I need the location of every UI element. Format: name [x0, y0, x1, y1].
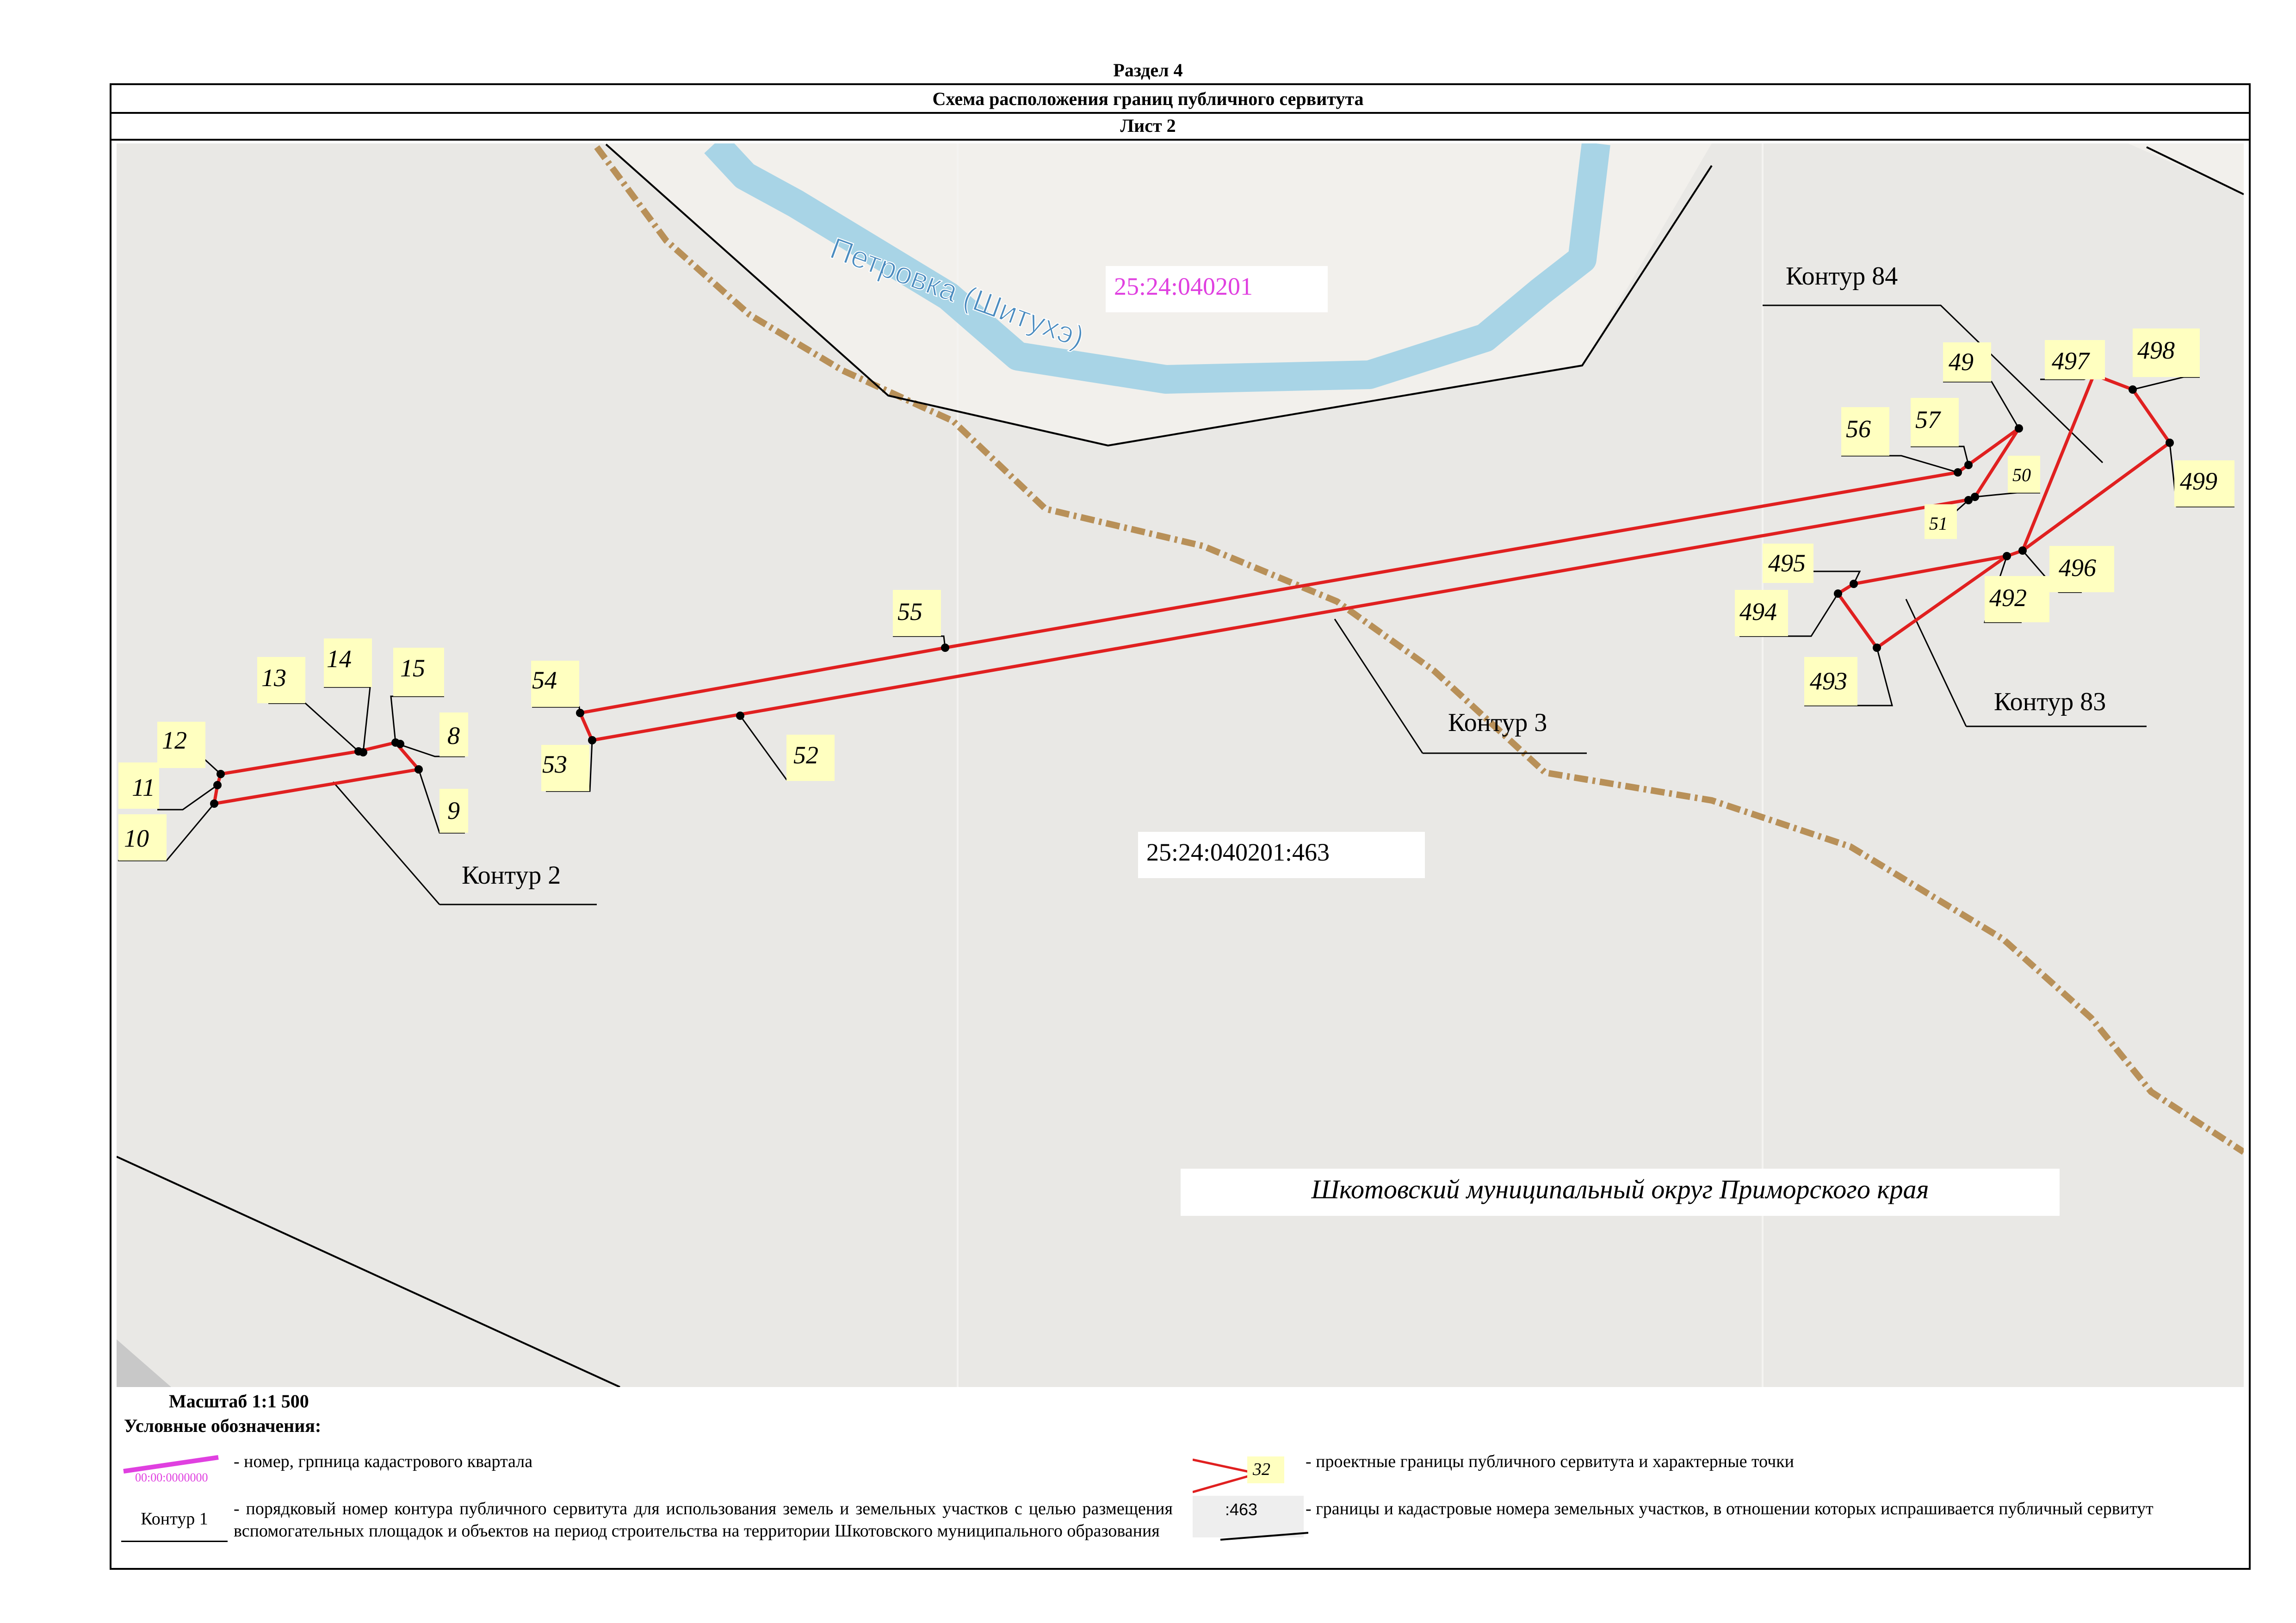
legend-contour-text: - порядковый номер контура публичного сервитута для использования земель и земельных участков с целью размещения вспомогательных площадок и объектов на период строительства на территории Шкотовского муниципального образования — [234, 1499, 1173, 1541]
servitude-boundary-sample — [1193, 1453, 1285, 1494]
section-title: Раздел 4 — [1113, 60, 1183, 81]
sheet-number: Лист 2 — [1120, 115, 1176, 136]
point-55: 55 — [897, 598, 922, 626]
quarter-number: 25:24:040201 — [1114, 273, 1253, 300]
point-54: 54 — [532, 666, 557, 694]
point-495: 495 — [1768, 549, 1806, 577]
point-10: 10 — [124, 824, 149, 852]
point-493: 493 — [1810, 667, 1847, 695]
svg-text::463: :463 — [1225, 1500, 1258, 1519]
point-14: 14 — [327, 645, 352, 673]
point-57: 57 — [1915, 406, 1940, 434]
divider — [110, 139, 2251, 141]
point-12: 12 — [162, 726, 187, 754]
point-13: 13 — [261, 664, 286, 692]
point-15: 15 — [400, 654, 425, 682]
point-51: 51 — [1929, 513, 1948, 534]
contour-sample: Контур 1 — [121, 1498, 228, 1542]
point-496: 496 — [2059, 554, 2096, 582]
point-11: 11 — [132, 774, 155, 801]
cadastral-map[interactable] — [117, 143, 2244, 1387]
river-name: Петровка (Шитухэ) — [826, 230, 1089, 354]
point-492: 492 — [1989, 584, 2027, 612]
point-499: 499 — [2180, 467, 2217, 495]
district-name: Шкотовский муниципальный округ Приморского края — [1311, 1174, 1929, 1204]
point-53: 53 — [542, 750, 567, 778]
parcel-sample — [1193, 1496, 1308, 1542]
svg-text:32: 32 — [1253, 1460, 1270, 1479]
point-50: 50 — [2012, 465, 2031, 485]
contour-83-label: Контур 83 — [1994, 688, 2106, 716]
legend-parcel-text: - границы и кадастровые номера земельных участков, в отношении которых испрашивается публичный сервитут — [1306, 1499, 2154, 1518]
parcel-number: 25:24:040201:463 — [1146, 838, 1330, 866]
point-497: 497 — [2052, 347, 2089, 375]
scheme-title: Схема расположения границ публичного сервитута — [932, 88, 1364, 109]
point-52: 52 — [793, 741, 818, 769]
divider — [110, 112, 2251, 114]
point-498: 498 — [2137, 336, 2175, 364]
scale-label: Масштаб 1:1 500 — [169, 1391, 309, 1412]
legend-servitude-text: - проектные границы публичного сервитута и характерные точки — [1306, 1452, 1795, 1471]
contour-3-label: Контур 3 — [1448, 708, 1547, 737]
legend-title: Условные обозначения: — [124, 1415, 322, 1436]
point-9: 9 — [447, 797, 460, 824]
point-49: 49 — [1949, 348, 1974, 376]
point-494: 494 — [1739, 598, 1777, 626]
point-8: 8 — [447, 722, 460, 750]
quarter-boundary-sample — [121, 1453, 223, 1490]
svg-text:00:00:0000000: 00:00:0000000 — [135, 1471, 208, 1484]
contour-2-label: Контур 2 — [462, 861, 561, 890]
point-56: 56 — [1846, 415, 1871, 443]
contour-84-label: Контур 84 — [1786, 262, 1898, 291]
legend-quarter-text: - номер, грпница кадастрового квартала — [234, 1452, 533, 1471]
